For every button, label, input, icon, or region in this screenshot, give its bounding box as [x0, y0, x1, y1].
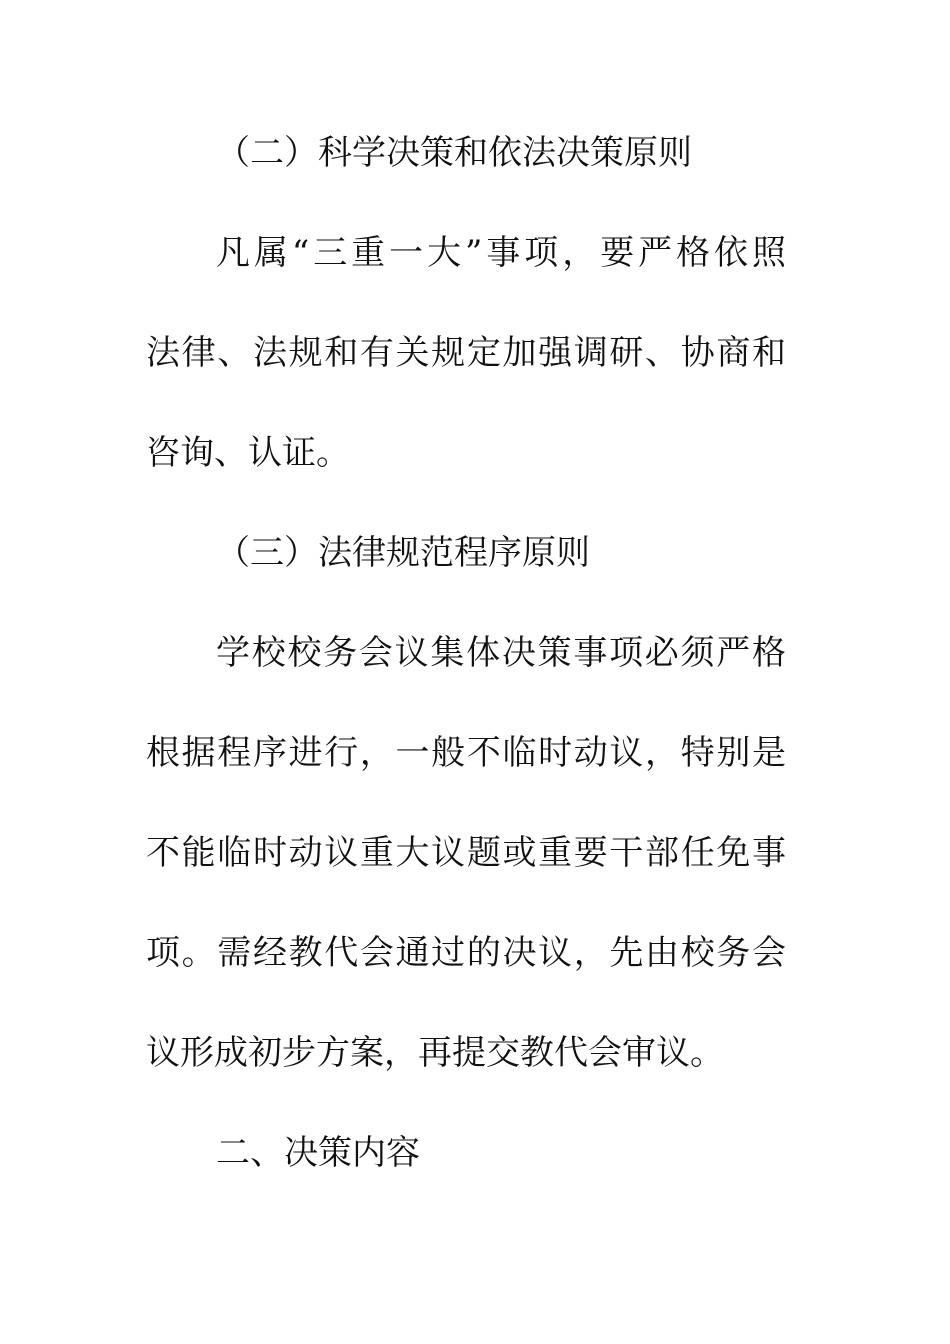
section-heading-principle-3: （三）法律规范程序原则	[216, 533, 590, 573]
paragraph-line: 咨询、认证。	[146, 433, 350, 473]
paragraph-line: 不能临时动议重大议题或重要干部任免事	[146, 833, 786, 873]
paragraph-line: 项。需经教代会通过的决议，先由校务会	[146, 933, 786, 973]
section-heading-principle-2: （二）科学决策和依法决策原则	[216, 133, 692, 173]
paragraph-line: 学校校务会议集体决策事项必须严格	[216, 633, 786, 673]
paragraph-line: 法律、法规和有关规定加强调研、协商和	[146, 333, 786, 373]
section-heading-decision-content: 二、决策内容	[216, 1133, 420, 1173]
paragraph-line: 根据程序进行，一般不临时动议，特别是	[146, 733, 786, 773]
paragraph-line: 议形成初步方案，再提交教代会审议。	[146, 1033, 724, 1073]
paragraph-line: 凡属“三重一大”事项，要严格依照	[216, 233, 786, 273]
